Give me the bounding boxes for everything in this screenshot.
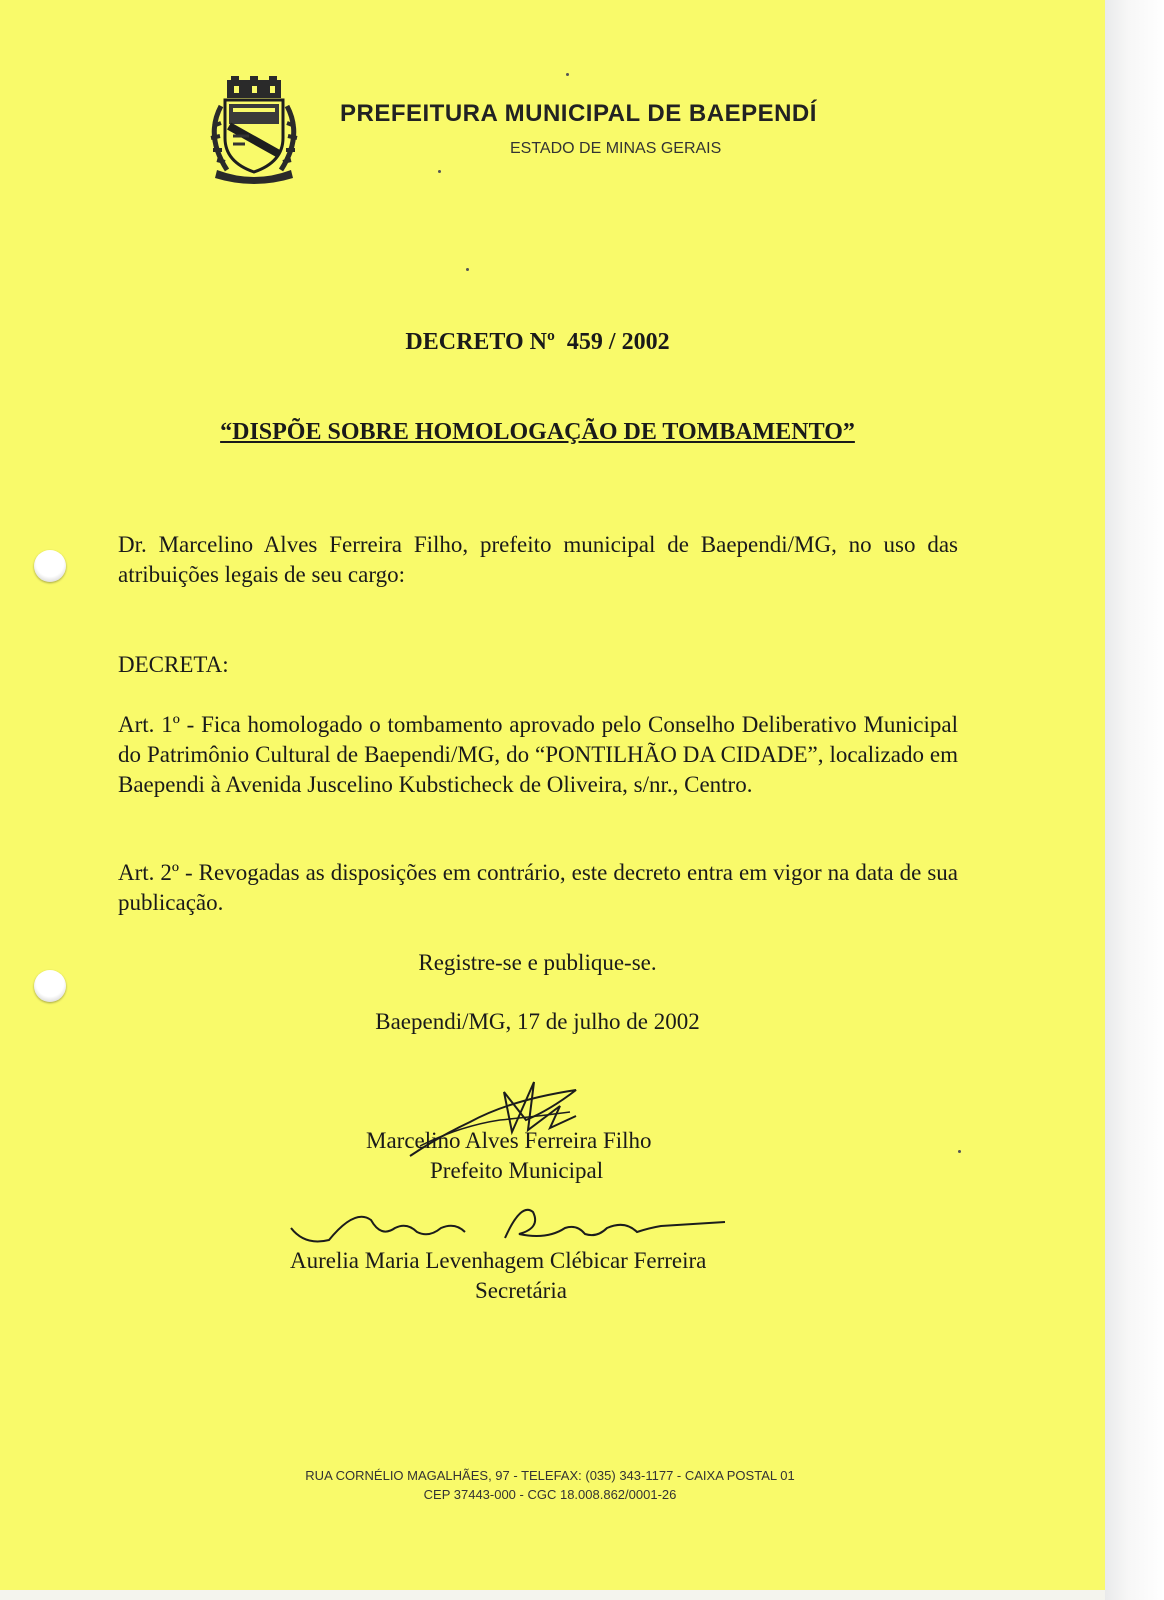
- footer-address: RUA CORNÉLIO MAGALHÃES, 97 - TELEFAX: (035) 343-1177 - CAIXA POSTAL 01: [305, 1468, 795, 1483]
- decreta-heading: DECRETA:: [118, 652, 229, 677]
- mayor-title: Prefeito Municipal: [430, 1158, 604, 1183]
- paper-speck: [566, 73, 569, 76]
- punch-hole: [34, 970, 66, 1002]
- preamble-paragraph: Dr. Marcelino Alves Ferreira Filho, prefeito municipal de Baependi/MG, no uso das atribuições legais de seu cargo:: [118, 532, 958, 587]
- mayor-name: Marcelino Alves Ferreira Filho: [366, 1128, 652, 1153]
- punch-hole: [34, 550, 66, 582]
- footer-registration: CEP 37443-000 - CGC 18.008.862/0001-26: [423, 1487, 677, 1502]
- decree-subject: “DISPÕE SOBRE HOMOLOGAÇÃO DE TOMBAMENTO”: [220, 419, 855, 445]
- registre-line: Registre-se e publique-se.: [418, 950, 657, 975]
- scan-bottom-edge: [0, 1590, 1105, 1600]
- paper-speck: [438, 170, 441, 173]
- header-subtitle: ESTADO DE MINAS GERAIS: [510, 140, 722, 157]
- paper-speck: [466, 268, 469, 271]
- paper-speck: [958, 1150, 961, 1153]
- scan-edge: [1105, 0, 1164, 1600]
- article-1-paragraph: Art. 1º - Fica homologado o tombamento aprovado pelo Conselho Deliberativo Municipal do Patrimônio Cultural de Baependi/MG, do “PONTILHÃO DA CIDADE”, localizado em Baependi à Avenida Juscelino Kubsticheck de Oliveira, s/nr., Centro.: [118, 712, 958, 797]
- article-2-paragraph: Art. 2º - Revogadas as disposições em contrário, este decreto entra em vigor na data de sua publicação.: [118, 860, 958, 915]
- secretary-title: Secretária: [475, 1278, 567, 1303]
- coat-of-arms-icon: [203, 76, 305, 184]
- decree-number: DECRETO Nº 459 / 2002: [405, 329, 670, 355]
- header-title: PREFEITURA MUNICIPAL DE BAEPENDÍ: [340, 100, 817, 127]
- date-line: Baependi/MG, 17 de julho de 2002: [375, 1009, 700, 1034]
- secretary-name: Aurelia Maria Levenhagem Clébicar Ferreira: [290, 1248, 707, 1273]
